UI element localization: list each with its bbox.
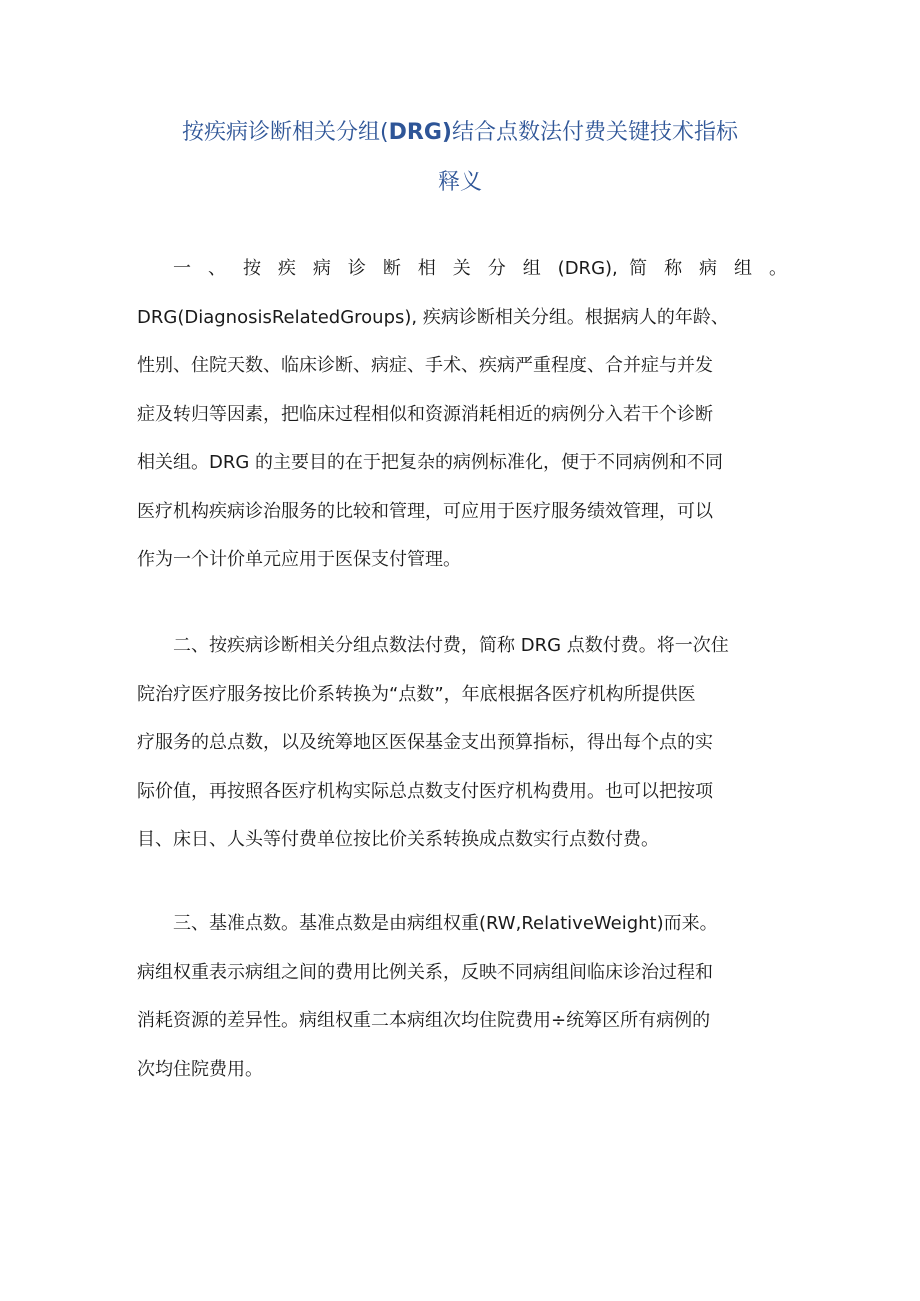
section-1-line: 一 、 按 疾 病 诊 断 相 关 分 组 (DRG), 简 称 病 组 。 bbox=[173, 258, 787, 279]
section-1-line: 性别、住院天数、临床诊断、病症、手术、疾病严重程度、合并症与并发 bbox=[137, 355, 713, 376]
section-3-line: 次均住院费用。 bbox=[137, 1058, 263, 1080]
title-text-part-1: 按疾病诊断相关分组( bbox=[182, 120, 389, 145]
section-2-line: 目、床日、人头等付费单位按比价关系转换成点数实行点数付费。 bbox=[137, 829, 659, 850]
section-1-line: 相关组。DRG 的主要目的在于把复杂的病例标准化，便于不同病例和不同 bbox=[137, 452, 724, 473]
section-1-line: 症及转归等因素，把临床过程相似和资源消耗相近的病例分入若干个诊断 bbox=[137, 403, 713, 425]
section-3-line: 病组权重表示病组之间的费用比例关系，反映不同病组间临床诊治过程和 bbox=[137, 961, 713, 983]
title-line-1 bbox=[120, 108, 800, 158]
section-3-line: 消耗资源的差异性。病组权重二本病组次均住院费用÷统筹区所有病例的 bbox=[137, 1010, 711, 1031]
section-1-line: 医疗机构疾病诊治服务的比较和管理，可应用于医疗服务绩效管理，可以 bbox=[137, 500, 713, 522]
section-1-line: 作为一个计价单元应用于医保支付管理。 bbox=[137, 549, 461, 570]
section-2-line: 疗服务的总点数，以及统筹地区医保基金支出预算指标，得出每个点的实 bbox=[137, 732, 713, 753]
section-2-line: 际价值，再按照各医疗机构实际总点数支付医疗机构费用。也可以把按项 bbox=[137, 780, 713, 802]
section-2-paragraph bbox=[137, 622, 787, 865]
document-title bbox=[120, 108, 800, 208]
section-3-line: 三、基准点数。基准点数是由病组权重(RW,RelativeWeight)而来。 bbox=[173, 913, 718, 934]
section-2-line: 二、按疾病诊断相关分组点数法付费，简称 DRG 点数付费。将一次住 bbox=[173, 635, 729, 656]
section-1-paragraph bbox=[137, 245, 787, 585]
section-2-line: 院治疗医疗服务按比价系转换为“点数”，年底根据各医疗机构所提供医 bbox=[137, 683, 696, 705]
section-3-paragraph bbox=[137, 900, 787, 1094]
title-line-2: 释义 bbox=[437, 170, 482, 195]
title-text-drg: DRG) bbox=[388, 120, 452, 145]
section-1-line: DRG(DiagnosisRelatedGroups), 疾病诊断相关分组。根据病人的年龄、 bbox=[137, 306, 729, 328]
title-text-part-2: 结合点数法付费关键技术指标 bbox=[451, 120, 738, 145]
